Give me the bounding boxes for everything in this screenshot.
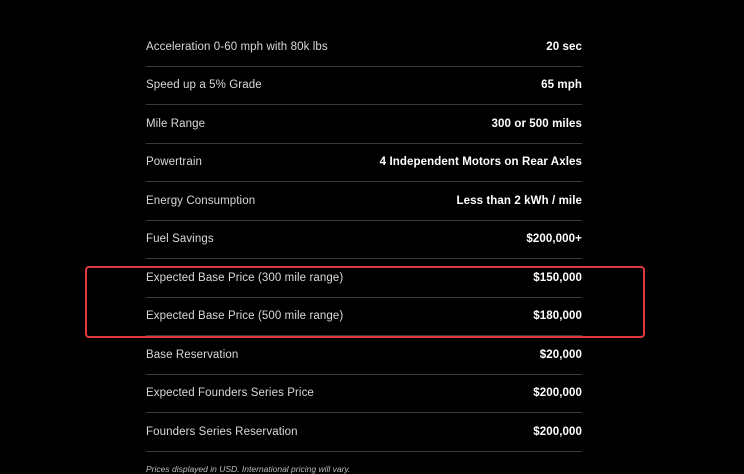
spec-value: Less than 2 kWh / mile: [456, 194, 582, 207]
spec-value: $200,000+: [526, 233, 582, 246]
spec-label: Expected Base Price (300 mile range): [146, 271, 344, 284]
spec-value: $150,000: [533, 271, 582, 284]
spec-label: Base Reservation: [146, 348, 239, 361]
specs-table: [146, 28, 582, 452]
spec-value: 4 Independent Motors on Rear Axles: [379, 156, 582, 169]
spec-value: 20 sec: [546, 40, 582, 53]
spec-value: $200,000: [533, 387, 582, 400]
spec-label: Powertrain: [146, 156, 202, 169]
spec-label: Acceleration 0-60 mph with 80k lbs: [146, 40, 328, 53]
spec-value: 65 mph: [541, 79, 582, 92]
spec-row-founders-reservation: [146, 413, 582, 452]
spec-row-base-price-300: [146, 259, 582, 298]
spec-row-founders-price: [146, 375, 582, 414]
spec-value: $20,000: [539, 348, 582, 361]
spec-row-base-reservation: [146, 336, 582, 375]
spec-value: $180,000: [533, 310, 582, 323]
spec-row-acceleration: [146, 28, 582, 67]
spec-label: Expected Base Price (500 mile range): [146, 310, 344, 323]
spec-label: Expected Founders Series Price: [146, 387, 314, 400]
spec-row-fuel-savings: [146, 221, 582, 260]
spec-row-energy-consumption: [146, 182, 582, 221]
spec-label: Fuel Savings: [146, 233, 214, 246]
spec-value: 300 or 500 miles: [491, 117, 582, 130]
spec-value: $200,000: [533, 425, 582, 438]
spec-label: Energy Consumption: [146, 194, 256, 207]
spec-label: Speed up a 5% Grade: [146, 79, 262, 92]
spec-row-base-price-500: [146, 298, 582, 337]
pricing-footnote: Prices displayed in USD. International pricing will vary.: [146, 464, 351, 474]
spec-row-powertrain: [146, 144, 582, 183]
spec-row-grade-speed: [146, 67, 582, 106]
spec-label: Mile Range: [146, 117, 206, 130]
spec-row-mile-range: [146, 105, 582, 144]
spec-label: Founders Series Reservation: [146, 425, 298, 438]
